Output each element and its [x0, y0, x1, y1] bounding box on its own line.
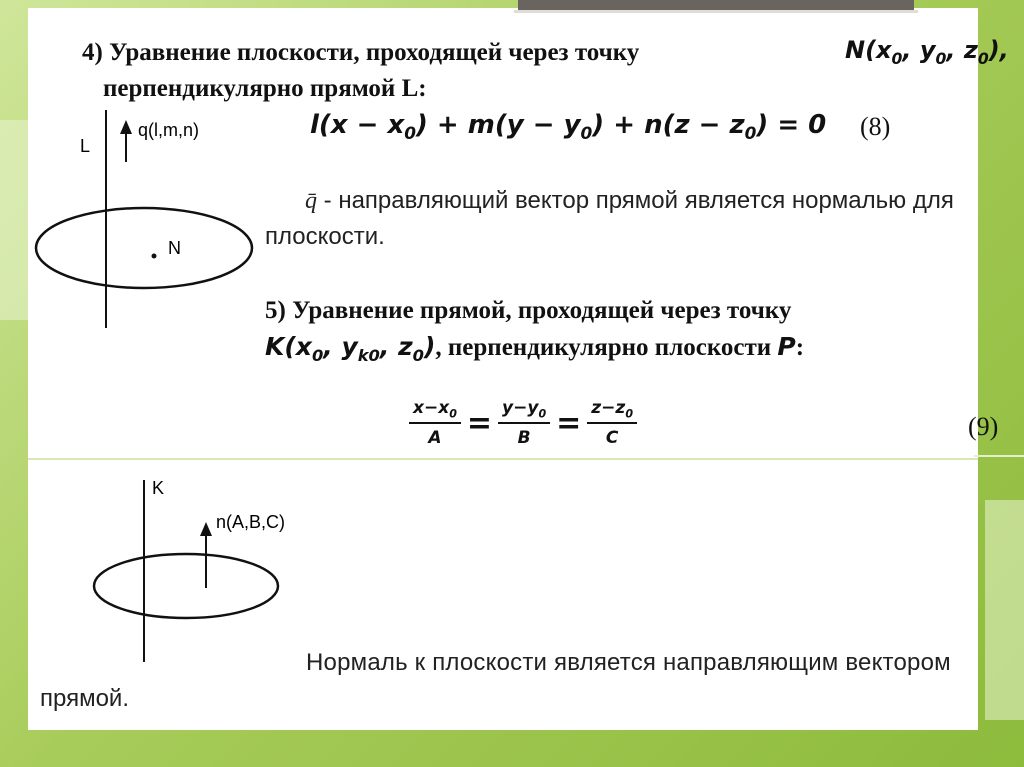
fraction-z-numerator: $z-z_0$	[587, 398, 637, 424]
point-N-dot	[152, 254, 157, 259]
section4-text-content: - направляющий вектор прямой является нормалью для	[323, 187, 954, 214]
fraction-z-denominator: C	[605, 428, 619, 449]
label-L: L	[80, 136, 91, 156]
vector-q-arrowhead	[120, 120, 132, 134]
top-accent-bar	[518, 0, 914, 10]
equals-sign: =	[466, 405, 493, 441]
section4-text-line1	[305, 186, 954, 216]
label-K: K	[152, 478, 165, 498]
label-N: N	[168, 238, 181, 258]
section5-heading-line2: $K(x_0$, $y_{k0}$, $z_0$), перпендикулярно плоскости P:	[265, 332, 805, 365]
section5-heading-line1: 5) Уравнение прямой, проходящей через точку	[265, 297, 792, 324]
section4-heading-text: 4) Уравнение плоскости, проходящей через точку	[82, 39, 640, 66]
equation-9	[405, 398, 641, 448]
section4-text-line2: плоскости.	[265, 223, 385, 250]
section4-heading-line2-text: перпендикулярно прямой L:	[103, 75, 427, 102]
diagram-plane-normal	[28, 100, 268, 340]
fraction-x-numerator: $x-x_0$	[409, 398, 461, 424]
label-n-vector: n(A,B,C)	[216, 512, 286, 532]
label-q-vector: q(l,m,n)	[138, 120, 200, 140]
bg-stripe	[0, 120, 30, 320]
fraction-y-numerator: $y-y_0$	[498, 398, 550, 424]
plane-ellipse	[36, 208, 252, 288]
fraction-z	[587, 398, 637, 448]
section5-text-line1: Нормаль к плоскости является направляющим вектором	[306, 649, 951, 676]
equals-sign: =	[556, 405, 582, 441]
section4-heading-line1	[82, 38, 639, 68]
q-vector-symbol: q̄	[305, 188, 317, 214]
section4-point-N: $N(x_0$, $y_0$, $z_0$),	[845, 36, 1009, 68]
frame-divider-right	[974, 455, 1024, 457]
bg-stripe	[985, 500, 1024, 720]
top-accent-shadow	[514, 10, 918, 13]
fraction-y-denominator: B	[517, 428, 531, 449]
equation-8-number: (8)	[860, 112, 891, 141]
plane-ellipse	[94, 554, 278, 618]
vector-n-arrowhead	[200, 522, 212, 536]
diagram-line-normal	[76, 472, 296, 672]
fraction-x	[409, 398, 461, 448]
fraction-y	[498, 398, 550, 448]
section5-text-line2: прямой.	[40, 685, 129, 712]
equation-9-number: (9)	[968, 412, 999, 441]
fraction-x-denominator: A	[428, 428, 442, 449]
equation-8: $l(x - x_0) + m(y - y_0) + n(z - z_0) = 0$	[310, 110, 827, 144]
frame-divider	[28, 458, 978, 460]
